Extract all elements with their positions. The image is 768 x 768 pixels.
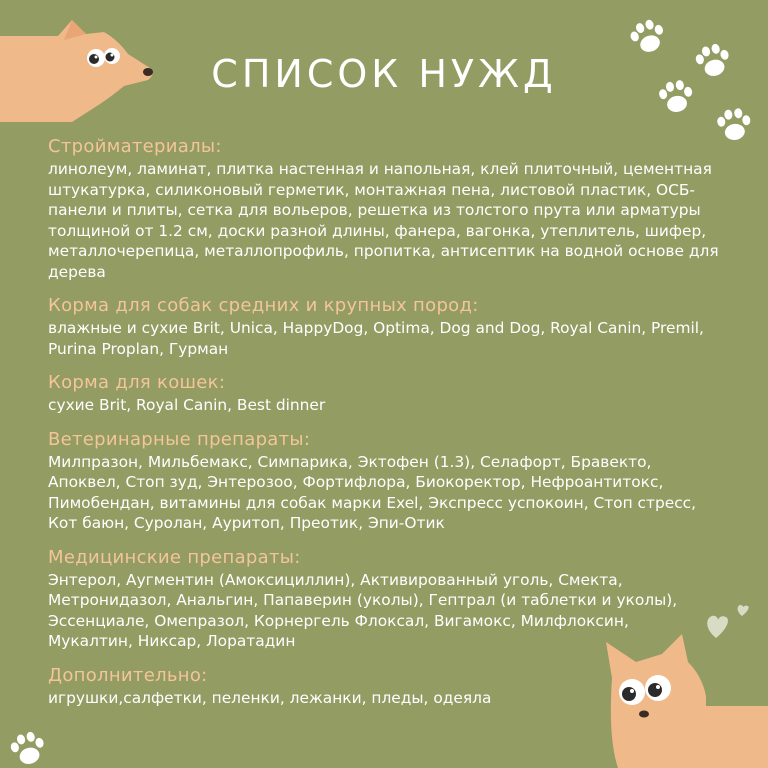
section-cat-food (48, 372, 738, 416)
section-text: сухие Brit, Royal Canin, Best dinner (48, 396, 326, 414)
section-heading: Корма для собак средних и крупных пород: (48, 295, 479, 316)
section-heading: Дополнительно: (48, 664, 208, 686)
section-text: влажные и сухие Brit, Unica, HappyDog, Optima, Dog and Dog, Royal Canin, Premil, Purina Proplan, Гурман (48, 319, 704, 358)
section-text: игрушки,салфетки, пеленки, лежанки, пледы, одеяла (48, 688, 492, 707)
section-heading: Медицинские препараты: (48, 546, 301, 568)
section-text: Милпразон, Мильбемакс, Симпарика, Эктофен (1.3), Селафорт, Бравекто, Апоквел, Стоп зуд, Энтерозоо, Фортифлора, Биокоректор, Нефроантитокс, Пимобендан, витамины для собак марки Exel, Экспресс успокоин, Стоп стресс, Кот баюн, Суролан, Ауритоп, Преотик, Эпи-Отик (48, 452, 697, 532)
section-heading: Стройматериалы: (48, 136, 222, 157)
section-text: Энтерол, Аугментин (Амоксициллин), Активированный уголь, Смекта, Метронидазол, Анальгин, Папаверин (уколы), Гептрал (и таблетки и уколы), Эссенциале, Омепразол, Корнергель Флоксал, Вигамокс, Милфлоксин, Мукалтин, Никсар, Лоратадин (48, 570, 678, 650)
section-vet-drugs (48, 429, 738, 534)
page-title: СПИСОК НУЖД (211, 52, 557, 96)
section-dog-food (48, 295, 738, 359)
section-text: линолеум, ламинат, плитка настенная и напольная, клей плиточный, цементная штукатурка, силиконовый герметик, монтажная пена, листовой пластик, ОСБ-панели и плиты, сетка для вольеров, решетка из толстого прута или арматуры толщиной от 1.2 см, доски разной длины, фанера, вагонка, утеплитель, шифер, металлочерепица, металлопрофиль, пропитка, антисептик на водной основе для дерева (48, 160, 719, 281)
paw-icon (4, 724, 52, 768)
cat-icon (598, 628, 768, 768)
section-heading: Ветеринарные препараты: (48, 428, 311, 450)
section-heading: Корма для кошек: (48, 372, 226, 393)
section-building-materials (48, 136, 738, 282)
